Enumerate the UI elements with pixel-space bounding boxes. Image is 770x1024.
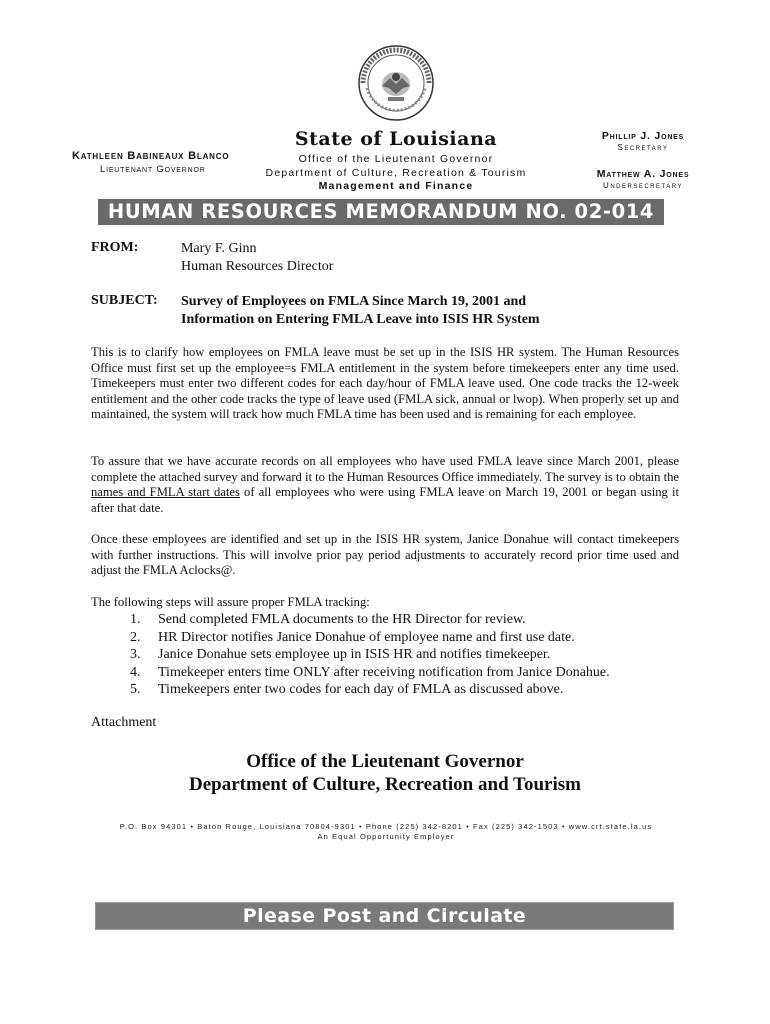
- step-text: HR Director notifies Janice Donahue of employee name and first use date.: [158, 629, 575, 645]
- paragraph-2-text-end: of all employees who were using FMLA leave on March 19, 2001 or began using it after that date.: [91, 485, 679, 515]
- from-label: FROM:: [91, 240, 139, 255]
- paragraph-2-underlined: names and FMLA start dates: [91, 485, 240, 500]
- subject-line-2: Information on Entering FMLA Leave into ISIS HR System: [181, 312, 540, 327]
- from-name: Mary F. Ginn: [181, 241, 257, 256]
- list-item: [130, 629, 610, 647]
- undersecretary-name: Matthew A. Jones: [596, 168, 690, 180]
- state-seal-icon: [357, 44, 435, 122]
- footer-title-office: Office of the Lieutenant Governor: [246, 751, 524, 772]
- attachment-note: Attachment: [91, 715, 157, 730]
- office-line: Office of the Lieutenant Governor: [298, 153, 494, 165]
- step-text: Timekeeper enters time ONLY after receiving notification from Janice Donahue.: [158, 664, 610, 680]
- secretary-name: Phillip J. Jones: [601, 130, 685, 142]
- step-number: 1.: [130, 612, 141, 627]
- step-text: Janice Donahue sets employee up in ISIS HR and notifies timekeeper.: [158, 647, 551, 662]
- step-number: 3.: [130, 647, 141, 662]
- memo-banner: HUMAN RESOURCES MEMORANDUM NO. 02-014: [98, 199, 664, 225]
- list-item: [130, 681, 610, 699]
- paragraph-1: This is to clarify how employees on FMLA leave must be set up in the ISIS HR system. The Human Resources Office must first set up the employee=s FMLA entitlement in the system before timekeepers enter any time used. Timekeepers must enter two different codes for each day/hour of FMLA leave used. One code tracks the 12-week entitlement and the other code tracks the type of leave used (FMLA sick, annual or lwop). When properly set up and maintained, the system will track how much FMLA time has been used and is remaining for each employee.: [91, 345, 679, 422]
- step-number: 2.: [130, 629, 141, 645]
- step-text: Timekeepers enter two codes for each day of FMLA as discussed above.: [158, 682, 564, 697]
- undersecretary-role: Undersecretary: [603, 181, 683, 190]
- subject-label: SUBJECT:: [91, 293, 158, 308]
- lieutenant-governor-role: Lieutenant Governor: [100, 164, 206, 175]
- subject-line-1: Survey of Employees on FMLA Since March 19, 2001 and: [181, 294, 527, 309]
- lieutenant-governor-name: Kathleen Babineaux Blanco: [72, 150, 230, 162]
- lieutenant-governor-block: [72, 150, 229, 176]
- address-line: P.O. Box 94301 • Baton Rouge, Louisiana 70804-9301 • Phone (225) 342-8201 • Fax (225) 342-1503 • www.crt.state.la.us: [119, 822, 653, 831]
- state-title: State of Louisiana: [294, 128, 498, 150]
- department-line: Department of Culture, Recreation & Tourism: [265, 166, 527, 179]
- footer-title-department: Department of Culture, Recreation and Tourism: [189, 774, 581, 795]
- post-and-circulate-banner: Please Post and Circulate: [96, 903, 673, 929]
- step-text: Send completed FMLA documents to the HR Director for review.: [158, 612, 526, 627]
- list-item: [130, 664, 610, 682]
- steps-list: [130, 611, 610, 699]
- paragraph-2: [91, 454, 679, 516]
- equal-opportunity-line: An Equal Opportunity Employer: [317, 832, 455, 841]
- step-number: 5.: [130, 682, 141, 697]
- list-item: [130, 646, 610, 664]
- office-block: [230, 153, 562, 194]
- step-number: 4.: [130, 664, 141, 680]
- footer-address: [80, 822, 692, 842]
- list-item: [130, 611, 610, 629]
- secretary-block: [588, 131, 698, 191]
- division-line: Management and Finance: [318, 180, 474, 192]
- from-title: Human Resources Director: [181, 259, 334, 274]
- steps-intro: The following steps will assure proper FMLA tracking:: [91, 595, 370, 609]
- paragraph-3: Once these employees are identified and set up in the ISIS HR system, Janice Donahue will contact timekeepers with further instructions. This will involve prior pay period adjustments to accurately record prior time used and adjust the FMLA Aclocks@.: [91, 532, 679, 578]
- secretary-role: Secretary: [617, 143, 669, 152]
- paragraph-2-text: To assure that we have accurate records on all employees who have used FMLA leave since March 2001, please complete the attached survey and forward it to the Human Resources Office immediately. The survey is to obtain the: [91, 454, 679, 484]
